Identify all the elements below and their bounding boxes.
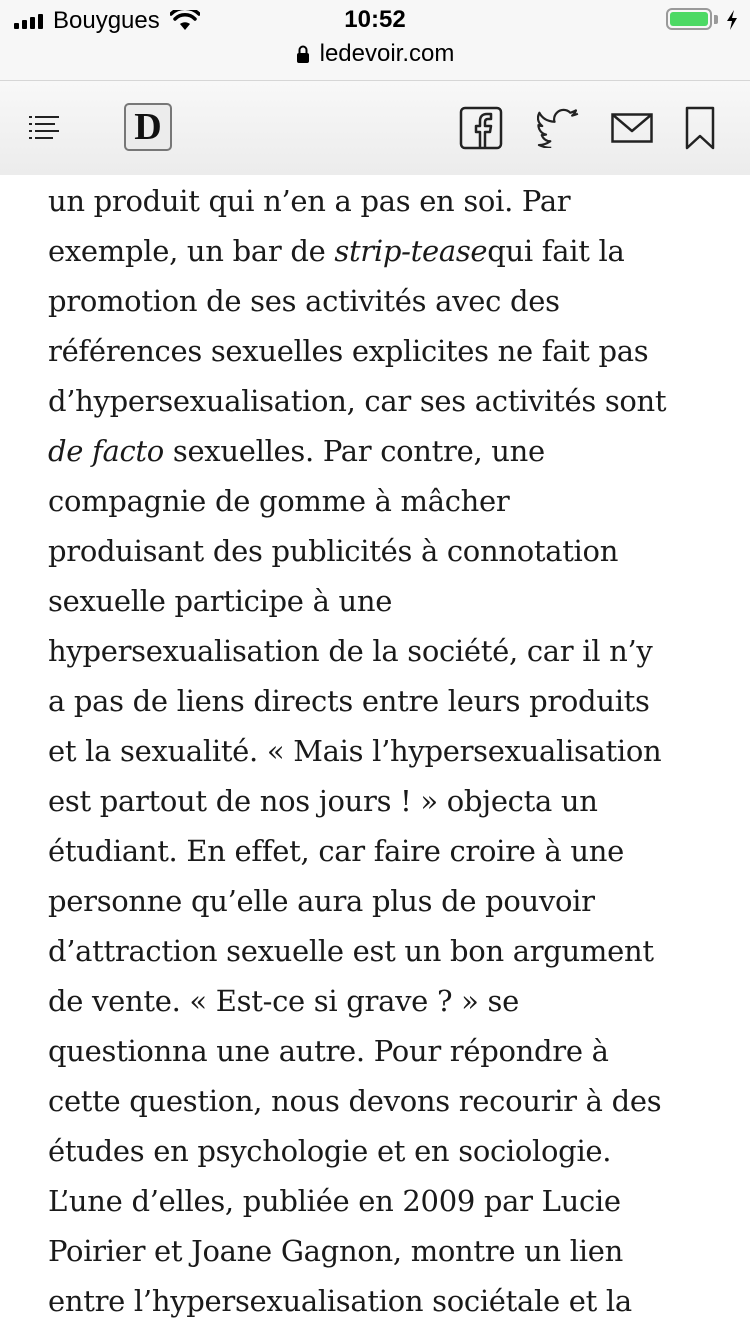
menu-icon (29, 114, 61, 142)
text-run: est partout de nos jours ! » objecta un (48, 784, 598, 818)
article-line (48, 426, 728, 476)
article-line (48, 326, 728, 376)
text-run: de vente. « Est-ce si grave ? » se (48, 984, 519, 1018)
text-run: étudiant. En effet, car faire croire à une (48, 834, 624, 868)
menu-button[interactable] (28, 113, 62, 143)
text-run: hypersexualisation de la société, car il n’y (48, 634, 653, 668)
text-run: produisant des publicités à connotation (48, 534, 619, 568)
article-line (48, 576, 728, 626)
text-run: un produit qui n’en a pas en soi. Par (48, 184, 571, 218)
battery-icon (666, 8, 712, 30)
article-line (48, 876, 728, 926)
emphasized-text: strip-tease (334, 234, 488, 268)
url-text: ledevoir.com (319, 40, 455, 67)
article-line (48, 1126, 728, 1176)
text-run: promotion de ses activités avec des (48, 284, 560, 318)
address-bar[interactable] (0, 40, 750, 68)
text-run: et la sexualité. « Mais l’hypersexualisation (48, 734, 662, 768)
article-line (48, 476, 728, 526)
facebook-share-button[interactable] (458, 105, 504, 151)
carrier-name: Bouygues (53, 7, 160, 34)
article-line (48, 226, 728, 276)
article-line (48, 676, 728, 726)
twitter-icon (537, 108, 581, 148)
article-line (48, 1026, 728, 1076)
text-run: sexuelles. Par contre, une (163, 434, 545, 468)
article-line (48, 376, 728, 426)
text-run: d’attraction sexuelle est un bon argument (48, 934, 654, 968)
bookmark-icon (685, 106, 715, 150)
article-paragraph (48, 176, 728, 1326)
article-line (48, 1176, 728, 1226)
article-line (48, 526, 728, 576)
mail-icon (611, 113, 653, 143)
article-line (48, 976, 728, 1026)
text-run: a pas de liens directs entre leurs produits (48, 684, 650, 718)
text-run: L’une d’elles, publiée en 2009 par Lucie (48, 1184, 621, 1218)
lock-icon (296, 45, 310, 63)
bookmark-button[interactable] (682, 105, 718, 151)
text-run: cette question, nous devons recourir à des (48, 1084, 662, 1118)
text-run: personne qu’elle aura plus de pouvoir (48, 884, 595, 918)
article-line (48, 726, 728, 776)
text-run: études en psychologie et en sociologie. (48, 1134, 612, 1168)
article-line (48, 1276, 728, 1326)
article-line (48, 926, 728, 976)
status-bar (0, 0, 750, 80)
text-run: entre l’hypersexualisation sociétale et la (48, 1284, 632, 1318)
text-run: qui fait la (487, 234, 625, 268)
twitter-share-button[interactable] (536, 105, 582, 151)
text-run: références sexuelles explicites ne fait pas (48, 334, 649, 368)
emphasized-text: de facto (48, 434, 164, 468)
text-run: questionna une autre. Pour répondre à (48, 1034, 609, 1068)
article-line (48, 276, 728, 326)
article-line (48, 176, 728, 226)
text-run: Poirier et Joane Gagnon, montre un lien (48, 1234, 623, 1268)
site-logo[interactable]: D (124, 103, 172, 151)
article-line (48, 626, 728, 676)
text-run: exemple, un bar de (48, 234, 335, 268)
article-line (48, 826, 728, 876)
clock: 10:52 (344, 6, 406, 33)
article-line (48, 1076, 728, 1126)
facebook-icon (459, 106, 503, 150)
article-body (48, 176, 728, 1326)
email-share-button[interactable] (610, 109, 654, 147)
text-run: sexuelle participe à une (48, 584, 393, 618)
charging-bolt-icon (726, 10, 738, 30)
text-run: d’hypersexualisation, car ses activités sont (48, 384, 667, 418)
site-toolbar (0, 80, 750, 175)
article-line (48, 776, 728, 826)
article-line (48, 1226, 728, 1276)
text-run: compagnie de gomme à mâcher (48, 484, 510, 518)
battery-tip (714, 15, 718, 24)
